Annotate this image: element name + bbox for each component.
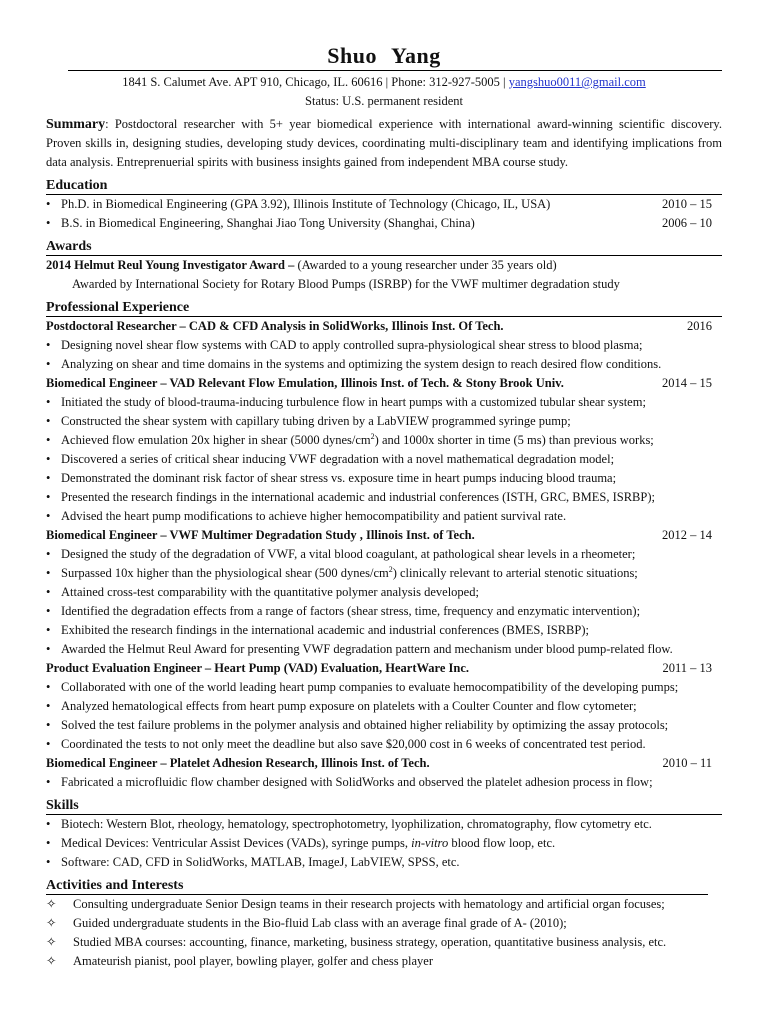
- list-item: ✧ Amateurish pianist, pool player, bowling player, golfer and chess player: [46, 952, 722, 971]
- education-years: 2006 – 10: [662, 216, 712, 230]
- summary-section: [46, 115, 722, 172]
- awards-heading: Awards: [46, 238, 722, 256]
- role-title: Biomedical Engineer – VAD Relevant Flow Emulation, Illinois Inst. of Tech. & Stony Brook Univ. 2014 – 15: [46, 374, 722, 393]
- list-item: • Collaborated with one of the world leading heart pump companies to evaluate hemocompatibility of the developing pumps;: [46, 680, 679, 694]
- list-item: • Solved the test failure problems in the polymer analysis and obtained higher reliability by optimizing the assay protocols;: [46, 718, 669, 732]
- list-item: • Software: CAD, CFD in SolidWorks, MATLAB, ImageJ, LabVIEW, SPSS, etc.: [46, 855, 460, 869]
- role-bullets: [46, 545, 722, 659]
- list-item: • Surpassed 10x higher than the physiological shear (500 dynes/$cm^2$) clinically relevant to arterial stenotic situations;: [46, 564, 638, 580]
- activities-heading: Activities and Interests: [46, 877, 708, 895]
- list-item: • Medical Devices: Ventricular Assist Devices (VADs), syringe pumps, in-vitro blood flow loop, etc.: [46, 836, 556, 850]
- list-item: ✧ Studied MBA courses: accounting, finance, marketing, business strategy, operation, quantitative business analysis, etc.: [46, 933, 722, 952]
- role-years: 2012 – 14: [662, 528, 712, 542]
- candidate-name: [46, 42, 722, 70]
- resume-page: [46, 0, 722, 971]
- list-item: • Exhibited the research findings in the international academic and industrial conferences (BMES, ISRBP);: [46, 623, 589, 637]
- role-title: Biomedical Engineer – Platelet Adhesion Research, Illinois Inst. of Tech. 2010 – 11: [46, 754, 722, 773]
- education-years: 2010 – 15: [662, 197, 712, 211]
- education-item: • Ph.D. in Biomedical Engineering (GPA 3.92), Illinois Institute of Technology (Chicago, IL, USA) 2010 – 15: [46, 195, 722, 214]
- summary-text: : Postdoctoral researcher with 5+ year biomedical experience with international award-winning scientific discovery. Proven skills in, designing studies, developing study devices, coordinating multi-disciplinary team and identifying implications from data analysis. Entreprenuerial spirits with business insights gained from independent MBA course study.: [46, 117, 722, 169]
- diamond-bullet-icon: ✧: [46, 954, 57, 968]
- contact-line: [46, 72, 722, 92]
- role-title: Biomedical Engineer – VWF Multimer Degradation Study , Illinois Inst. of Tech. 2012 – 14: [46, 526, 722, 545]
- award-note: (Awarded to a young researcher under 35 years old): [294, 258, 557, 272]
- activities-list: [46, 895, 722, 971]
- list-item: • Identified the degradation effects from a range of factors (shear stress, time, frequency and enzymatic intervention);: [46, 604, 641, 618]
- role-bullets: [46, 773, 722, 792]
- skills-heading: Skills: [46, 797, 722, 815]
- contact-address-phone: 1841 S. Calumet Ave. APT 910, Chicago, IL. 60616 | Phone: 312-927-5005 |: [122, 75, 506, 89]
- list-item: • Demonstrated the dominant risk factor of shear stress vs. exposure time in heart pumps inducing blood trauma;: [46, 471, 617, 485]
- diamond-bullet-icon: ✧: [46, 897, 57, 911]
- award-detail: Awarded by International Society for Rotary Blood Pumps (ISRBP) for the VWF multimer degradation study: [72, 277, 620, 291]
- list-item: • Analyzing on shear and time domains in the systems and optimizing the system design to reach desired flow conditions.: [46, 357, 662, 371]
- education-item: • B.S. in Biomedical Engineering, Shanghai Jiao Tong University (Shanghai, China) 2006 – 10: [46, 214, 722, 233]
- award-name: 2014 Helmut Reul Young Investigator Award –: [46, 258, 295, 272]
- list-item: • Designing novel shear flow systems with CAD to apply controlled supra-physiological shear stress to blood plasma;: [46, 338, 643, 352]
- education-list: [46, 195, 722, 233]
- list-item: • Advised the heart pump modifications to achieve higher hemocompatibility and patient survival rate.: [46, 509, 567, 523]
- list-item: • Initiated the study of blood-trauma-inducing turbulence flow in heart pumps with a customized tubular shear system;: [46, 395, 646, 409]
- diamond-bullet-icon: ✧: [46, 935, 57, 949]
- list-item: • Attained cross-test comparability with the quantitative polymer analysis developed;: [46, 585, 479, 599]
- bullet-glyph: •: [46, 216, 51, 230]
- last-name: Yang: [391, 43, 441, 68]
- list-item: ✧ Consulting undergraduate Senior Design teams in their research projects with hematology and artificial organ focuses;: [46, 895, 722, 914]
- role-years: 2011 – 13: [662, 661, 712, 675]
- role-years: 2010 – 11: [662, 756, 712, 770]
- header-rule: [68, 70, 722, 71]
- list-item: • Achieved flow emulation 20x higher in shear (5000 dynes/$cm^2$) and 1000x shorter in time (5 ms) than previous works;: [46, 431, 654, 447]
- first-name: Shuo: [327, 43, 378, 68]
- role-bullets: [46, 678, 722, 754]
- role-years: 2014 – 15: [662, 376, 712, 390]
- role-title: Postdoctoral Researcher – CAD & CFD Analysis in SolidWorks, Illinois Inst. Of Tech. 2016: [46, 317, 722, 336]
- list-item: • Awarded the Helmut Reul Award for presenting VWF degradation pattern and mechanism under blood pump-related flow.: [46, 642, 673, 656]
- bullet-glyph: •: [46, 197, 51, 211]
- email-link[interactable]: yangshuo0011@gmail.com: [508, 75, 646, 89]
- skills-list: [46, 815, 722, 872]
- education-heading: Education: [46, 177, 722, 195]
- award-title-line: [46, 256, 722, 275]
- list-item: • Fabricated a microfluidic flow chamber designed with SolidWorks and observed the platelet adhesion process in flow;: [46, 775, 653, 789]
- residency-status: Status: U.S. permanent resident: [305, 94, 463, 108]
- role-bullets: [46, 393, 722, 526]
- list-item: • Coordinated the tests to not only meet the deadline but also save $20,000 cost in 6 weeks of concentrated test period.: [46, 737, 646, 751]
- list-item: • Constructed the shear system with capillary tubing driven by a LabVIEW programmed syringe pump;: [46, 414, 571, 428]
- list-item: ✧ Guided undergraduate students in the Bio-fluid Lab class with an average final grade of A- (2010);: [46, 914, 722, 933]
- role-bullets: [46, 336, 722, 374]
- list-item: • Designed the study of the degradation of VWF, a vital blood coagulant, at pathological shear levels in a rheometer;: [46, 547, 636, 561]
- role-title: Product Evaluation Engineer – Heart Pump (VAD) Evaluation, HeartWare Inc. 2011 – 13: [46, 659, 722, 678]
- list-item: • Presented the research findings in the international academic and industrial conferences (ISTH, GRC, BMES, ISRBP);: [46, 490, 655, 504]
- list-item: • Biotech: Western Blot, rheology, hematology, spectrophotometry, lyophilization, chromatography, flow cytometry etc.: [46, 817, 652, 831]
- diamond-bullet-icon: ✧: [46, 916, 57, 930]
- experience-heading: Professional Experience: [46, 299, 722, 317]
- list-item: • Discovered a series of critical shear inducing VWF degradation with a novel mathematical degradation model;: [46, 452, 615, 466]
- role-years: 2016: [687, 319, 712, 333]
- list-item: • Analyzed hematological effects from heart pump exposure on platelets with a Coulter Counter and flow cytometer;: [46, 699, 637, 713]
- summary-label: Summary: [46, 117, 106, 132]
